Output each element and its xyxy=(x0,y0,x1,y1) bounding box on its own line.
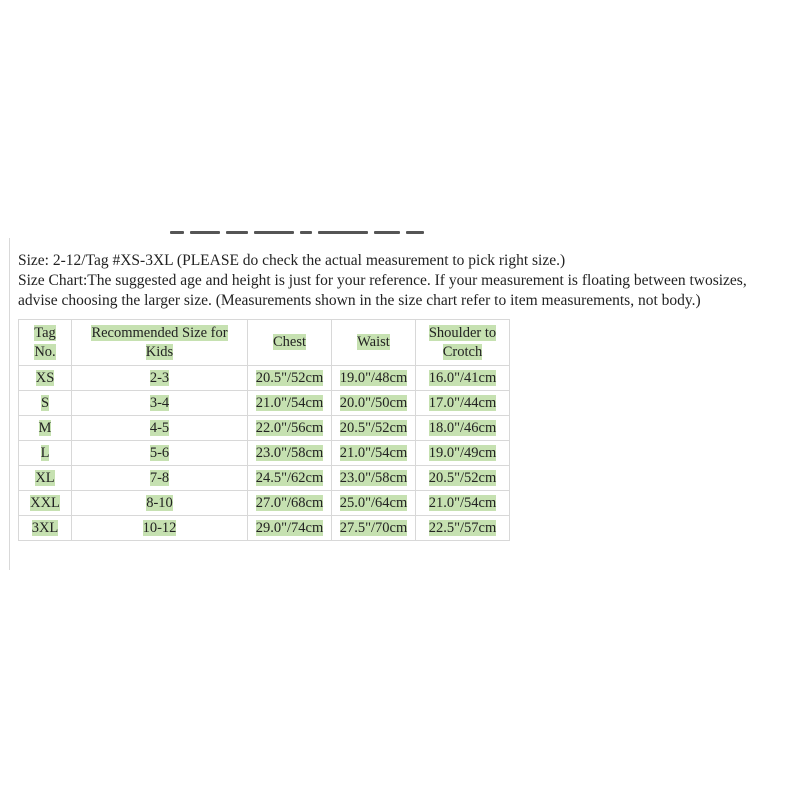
header-chest: Chest xyxy=(248,320,332,366)
cell-tag: S xyxy=(19,391,72,416)
cell-tag: XS xyxy=(19,366,72,391)
cell-tag: 3XL xyxy=(19,516,72,541)
cell-waist: 21.0"/54cm xyxy=(332,441,416,466)
cell-kids-size: 10-12 xyxy=(72,516,248,541)
cell-tag: M xyxy=(19,416,72,441)
cell-shoulder: 17.0"/44cm xyxy=(416,391,510,416)
cell-chest: 27.0"/68cm xyxy=(248,491,332,516)
cell-kids-size: 2-3 xyxy=(72,366,248,391)
size-line: Size: 2-12/Tag #XS-3XL (PLEASE do check the actual measurement to pick right size.) xyxy=(18,252,566,269)
cell-chest: 21.0"/54cm xyxy=(248,391,332,416)
cell-kids-size: 4-5 xyxy=(72,416,248,441)
size-chart-table xyxy=(18,319,510,541)
table-row xyxy=(19,441,510,466)
clipped-text-line xyxy=(170,228,450,236)
table-row xyxy=(19,491,510,516)
cell-shoulder: 19.0"/49cm xyxy=(416,441,510,466)
header-tag-no: Tag No. xyxy=(19,320,72,366)
size-chart-note-line-2: advise choosing the larger size. (Measurements shown in the size chart refer to item measurements, not body.) xyxy=(18,292,701,309)
table-row xyxy=(19,516,510,541)
cell-kids-size: 3-4 xyxy=(72,391,248,416)
cell-tag: XXL xyxy=(19,491,72,516)
cell-kids-size: 5-6 xyxy=(72,441,248,466)
cell-waist: 23.0"/58cm xyxy=(332,466,416,491)
table-row xyxy=(19,466,510,491)
size-chart-note-line-1: Size Chart:The suggested age and height is just for your reference. If your measurement is floating between twosizes, xyxy=(18,272,747,289)
cell-shoulder: 21.0"/54cm xyxy=(416,491,510,516)
cell-waist: 25.0"/64cm xyxy=(332,491,416,516)
header-recommended-size: Recommended Size for Kids xyxy=(72,320,248,366)
table-row xyxy=(19,366,510,391)
cell-shoulder: 20.5"/52cm xyxy=(416,466,510,491)
table-header-row xyxy=(19,320,510,366)
cell-chest: 29.0"/74cm xyxy=(248,516,332,541)
cell-waist: 27.5"/70cm xyxy=(332,516,416,541)
cell-chest: 22.0"/56cm xyxy=(248,416,332,441)
left-border-line xyxy=(9,238,10,570)
cell-kids-size: 7-8 xyxy=(72,466,248,491)
cell-chest: 24.5"/62cm xyxy=(248,466,332,491)
table-row xyxy=(19,416,510,441)
cell-chest: 20.5"/52cm xyxy=(248,366,332,391)
header-waist: Waist xyxy=(332,320,416,366)
cell-shoulder: 18.0"/46cm xyxy=(416,416,510,441)
size-description xyxy=(18,251,798,311)
cell-shoulder: 16.0"/41cm xyxy=(416,366,510,391)
cell-chest: 23.0"/58cm xyxy=(248,441,332,466)
table-row xyxy=(19,391,510,416)
cell-waist: 20.0"/50cm xyxy=(332,391,416,416)
cell-waist: 20.5"/52cm xyxy=(332,416,416,441)
header-shoulder-to-crotch: Shoulder to Crotch xyxy=(416,320,510,366)
cell-kids-size: 8-10 xyxy=(72,491,248,516)
cell-waist: 19.0"/48cm xyxy=(332,366,416,391)
cell-shoulder: 22.5"/57cm xyxy=(416,516,510,541)
cell-tag: XL xyxy=(19,466,72,491)
cell-tag: L xyxy=(19,441,72,466)
